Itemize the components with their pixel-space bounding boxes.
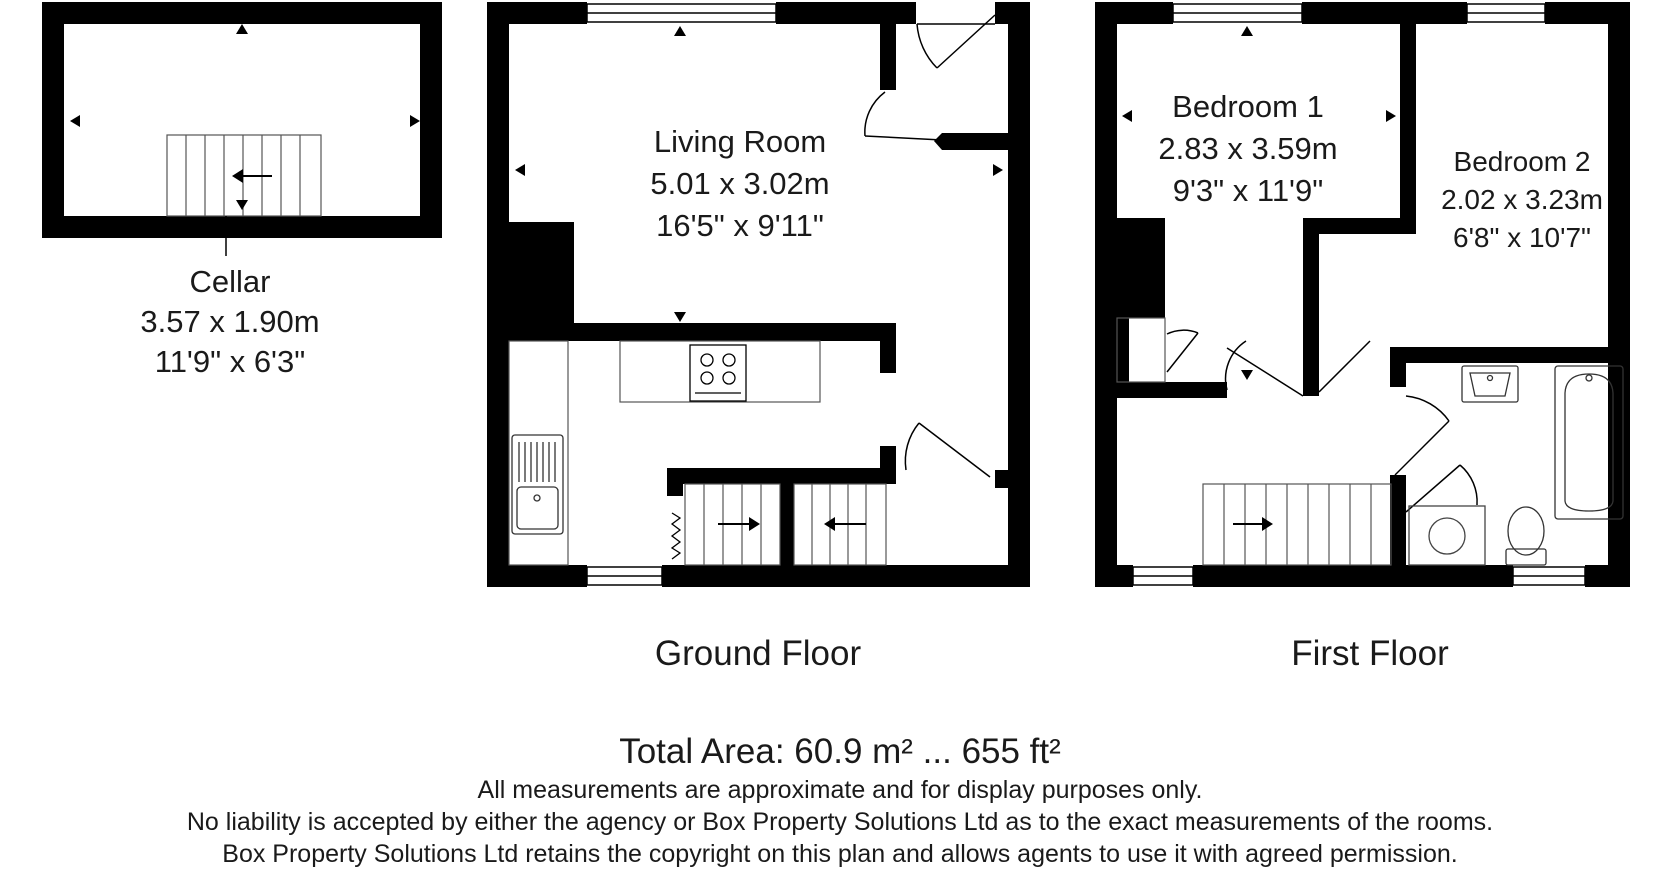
bedroom2-metric: 2.02 x 3.23m bbox=[1441, 184, 1603, 215]
disclaimer-line-3: Box Property Solutions Ltd retains the copyright on this plan and allows agents to use it with agreed permission. bbox=[222, 840, 1458, 868]
ground-floor-plan bbox=[487, 2, 1030, 673]
ground-floor-caption: Ground Floor bbox=[654, 634, 862, 673]
total-area: Total Area: 60.9 m² ... 655 ft² bbox=[619, 732, 1061, 771]
dimension-marker-icon bbox=[236, 200, 248, 210]
cellar-metric: 3.57 x 1.90m bbox=[140, 304, 320, 339]
dimension-marker-icon bbox=[1241, 370, 1253, 380]
bedroom2-name: Bedroom 2 bbox=[1453, 146, 1591, 177]
dimension-marker-icon bbox=[410, 115, 420, 127]
dimension-marker-icon bbox=[515, 164, 525, 176]
cellar-imperial: 11'9" x 6'3" bbox=[154, 344, 306, 379]
radiator-icon bbox=[672, 513, 680, 559]
disclaimer-line-1: All measurements are approximate and for display purposes only. bbox=[477, 776, 1203, 804]
dimension-marker-icon bbox=[993, 164, 1003, 176]
footer bbox=[0, 730, 1680, 870]
living-room-name: Living Room bbox=[653, 124, 827, 159]
dimension-marker-icon bbox=[674, 312, 686, 322]
dimension-marker-icon bbox=[70, 115, 80, 127]
dimension-marker-icon bbox=[1122, 110, 1132, 122]
stair-arrow-icon bbox=[232, 169, 272, 183]
cellar-name: Cellar bbox=[189, 264, 271, 299]
bedroom2-imperial: 6'8" x 10'7" bbox=[1453, 222, 1591, 253]
boiler-cupboard bbox=[1409, 506, 1485, 565]
living-room-imperial: 16'5" x 9'11" bbox=[656, 208, 824, 243]
bath-icon bbox=[1555, 366, 1623, 519]
dimension-marker-icon bbox=[1386, 110, 1396, 122]
kitchen-counters bbox=[509, 341, 820, 565]
living-room-metric: 5.01 x 3.02m bbox=[650, 166, 830, 201]
disclaimer-line-2: No liability is accepted by either the agency or Box Property Solutions Ltd as to the exact measurements of the rooms. bbox=[186, 808, 1494, 836]
hob-icon bbox=[690, 345, 746, 401]
bedroom1-metric: 2.83 x 3.59m bbox=[1158, 131, 1338, 166]
bedroom1-name: Bedroom 1 bbox=[1172, 89, 1324, 124]
stair-arrow-icon bbox=[1233, 517, 1273, 531]
bedroom1-imperial: 9'3" x 11'9" bbox=[1172, 173, 1324, 208]
dimension-marker-icon bbox=[674, 26, 686, 36]
dimension-marker-icon bbox=[236, 24, 248, 34]
cellar-walls bbox=[53, 13, 431, 227]
toilet-icon bbox=[1506, 507, 1546, 565]
first-floor-caption: First Floor bbox=[1291, 634, 1449, 673]
cellar-plan bbox=[53, 13, 431, 379]
basin-icon bbox=[1462, 366, 1518, 402]
first-floor-plan bbox=[1095, 2, 1630, 673]
dimension-marker-icon bbox=[1241, 26, 1253, 36]
first-stairs bbox=[1203, 484, 1391, 565]
ground-windows bbox=[587, 4, 776, 585]
stair-arrow-icon bbox=[718, 517, 760, 531]
sink-icon bbox=[512, 435, 563, 534]
